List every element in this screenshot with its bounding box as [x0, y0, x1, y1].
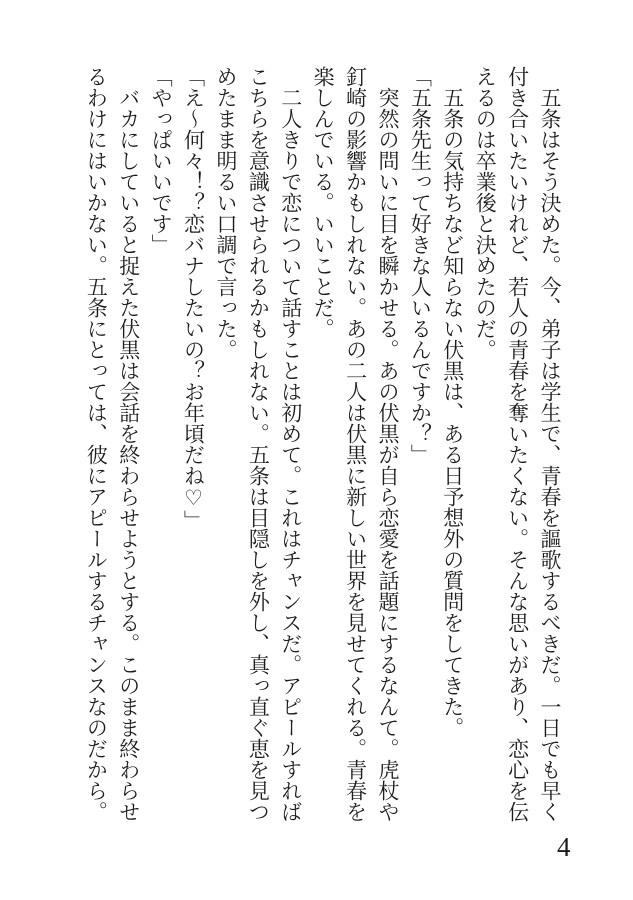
dialogue-line	[145, 66, 177, 826]
text-line: 五条の気持ちなど知らない伏黒は、ある日予想外の質問をしてきた。	[440, 87, 465, 738]
text-line: 楽しんでいる。いいことだ。	[311, 66, 336, 339]
text-line: 「五条先生って好きな人いるんですか？」	[408, 66, 433, 465]
text-line: 釘崎の影響かもしれない。あの二人は伏黒に新しい世界を見せてくれる。青春を	[343, 66, 368, 822]
paragraph	[436, 66, 468, 826]
page-number: 4	[557, 832, 571, 862]
text-line: めたまま明るい口調で言った。	[213, 66, 238, 360]
dialogue-line	[404, 66, 436, 826]
text-line: るわけにはいかない。五条にとっては、彼にアピールするチャンスなのだから。	[84, 66, 109, 822]
text-line: こちらを意識させられるかもしれない。五条は目隠しを外し、真っ直ぐ恵を見つ	[246, 66, 271, 822]
paragraph	[469, 66, 566, 826]
vertical-text-body	[80, 66, 566, 826]
text-line: 付き合いたいけれど、若人の青春を奪いたくない。そんな思いがあり、恋心を伝	[505, 66, 530, 822]
text-line: 「やっぱいいです」	[149, 66, 174, 255]
text-line: バカにしていると捉えた伏黒は会話を終わらせようとする。このまま終わらせ	[116, 87, 141, 822]
paragraph	[80, 66, 145, 826]
dialogue-line	[177, 66, 209, 826]
paragraph	[210, 66, 307, 826]
text-line: 「え〜何々！？恋バナしたいの？お年頃だね♡」	[181, 66, 206, 531]
text-line: 五条はそう決めた。今、弟子は学生で、青春を謳歌するべきだ。一日でも早く	[538, 87, 562, 822]
text-line: えるのは卒業後と決めたのだ。	[473, 66, 498, 360]
text-line: 二人きりで恋について話すことは初めて。これはチャンスだ。アピールすれば	[278, 87, 303, 822]
text-line: 突然の問いに目を瞬かせる。あの伏黒が自ら恋愛を話題にするなんて。虎杖や	[375, 87, 400, 822]
paragraph	[307, 66, 404, 826]
